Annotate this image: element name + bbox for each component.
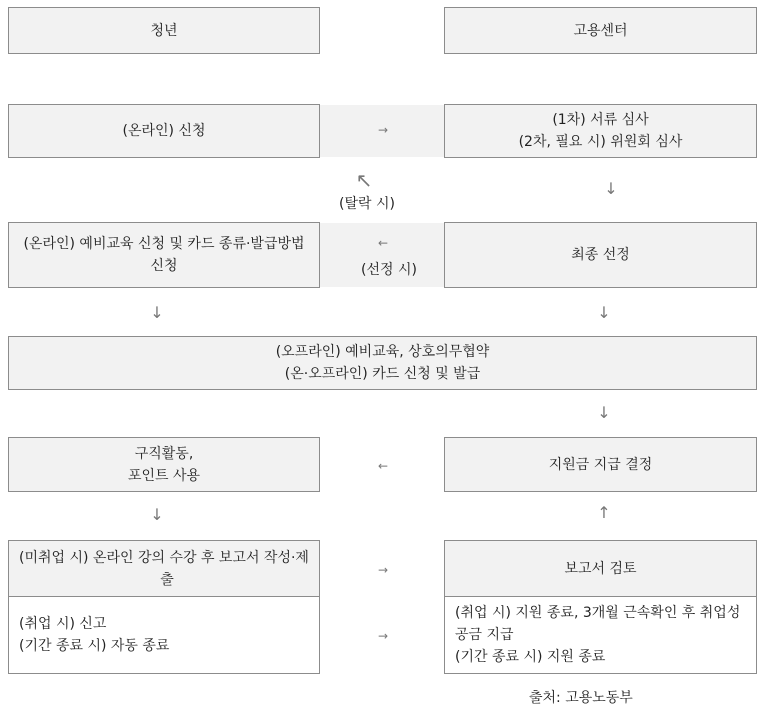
- job-search-line-2: 포인트 사용: [127, 467, 201, 484]
- arrow-left-icon: ←: [377, 459, 389, 473]
- prep-apply-box: [8, 222, 320, 288]
- unemployed-report-line-1: (미취업 시) 온라인 강의 수강 후 보고서 작성·제: [19, 549, 309, 566]
- final-selection-label: 최종 선정: [571, 247, 630, 263]
- center-header-label: 고용센터: [573, 22, 628, 39]
- final-selection-box: [444, 222, 757, 288]
- selected-label: (선정 시): [361, 262, 417, 278]
- review-result-line-2: 공금 지급: [455, 627, 514, 643]
- report-review-label: 보고서 검토: [564, 560, 637, 577]
- arrow-right-icon: →: [377, 629, 389, 643]
- review-result-line-1: (취업 시) 지원 종료, 3개월 근속확인 후 취업성: [455, 605, 741, 621]
- arrow-left-icon: ←: [377, 236, 389, 250]
- arrow-down-icon: ↓: [150, 505, 164, 524]
- report-review-box: [444, 540, 757, 597]
- offline-education-line-2: (온·오프라인) 카드 신청 및 발급: [284, 366, 481, 382]
- offline-education-line-1: (오프라인) 예비교육, 상호의무협약: [275, 344, 490, 360]
- source-caption: 출처: 고용노동부: [529, 690, 633, 706]
- job-search-line-1: 구직활동,: [134, 445, 194, 462]
- online-apply-label: (온라인) 신청: [122, 123, 206, 139]
- screening-line-1: (1차) 서류 심사: [552, 112, 649, 128]
- prep-apply-line-2: 신청: [150, 258, 178, 274]
- arrow-down-icon: ↓: [150, 303, 164, 322]
- arrow-up-left-icon: ↖: [355, 168, 373, 192]
- arrow-right-icon: →: [377, 563, 389, 577]
- center-header: [444, 7, 757, 54]
- employed-report-line-2: (기간 종료 시) 자동 종료: [19, 638, 170, 654]
- arrow-up-icon: ↑: [597, 503, 611, 522]
- arrow-right-icon: →: [377, 123, 389, 137]
- dropout-label: (탈락 시): [339, 196, 395, 212]
- review-result-line-3: (기간 종료 시) 지원 종료: [455, 649, 606, 665]
- youth-header: [8, 7, 320, 54]
- arrow-down-icon: ↓: [597, 403, 611, 422]
- payment-decision-box: [444, 437, 757, 492]
- arrow-down-icon: ↓: [597, 303, 611, 322]
- unemployed-report-box: [8, 540, 320, 597]
- job-search-box: [8, 437, 320, 492]
- employed-report-line-1: (취업 시) 신고: [19, 616, 107, 632]
- employed-report-box: [8, 596, 320, 674]
- screening-box: [444, 104, 757, 158]
- prep-apply-line-1: (온라인) 예비교육 신청 및 카드 종류·발급방법: [23, 236, 305, 252]
- unemployed-report-line-2: 출: [160, 571, 174, 588]
- offline-education-box: [8, 336, 757, 390]
- online-apply-box: [8, 104, 320, 158]
- arrow-down-icon: ↓: [604, 179, 618, 198]
- payment-decision-label: 지원금 지급 결정: [548, 456, 653, 473]
- review-result-box: [444, 596, 757, 674]
- youth-header-label: 청년: [150, 22, 178, 39]
- screening-line-2: (2차, 필요 시) 위원회 심사: [518, 134, 683, 150]
